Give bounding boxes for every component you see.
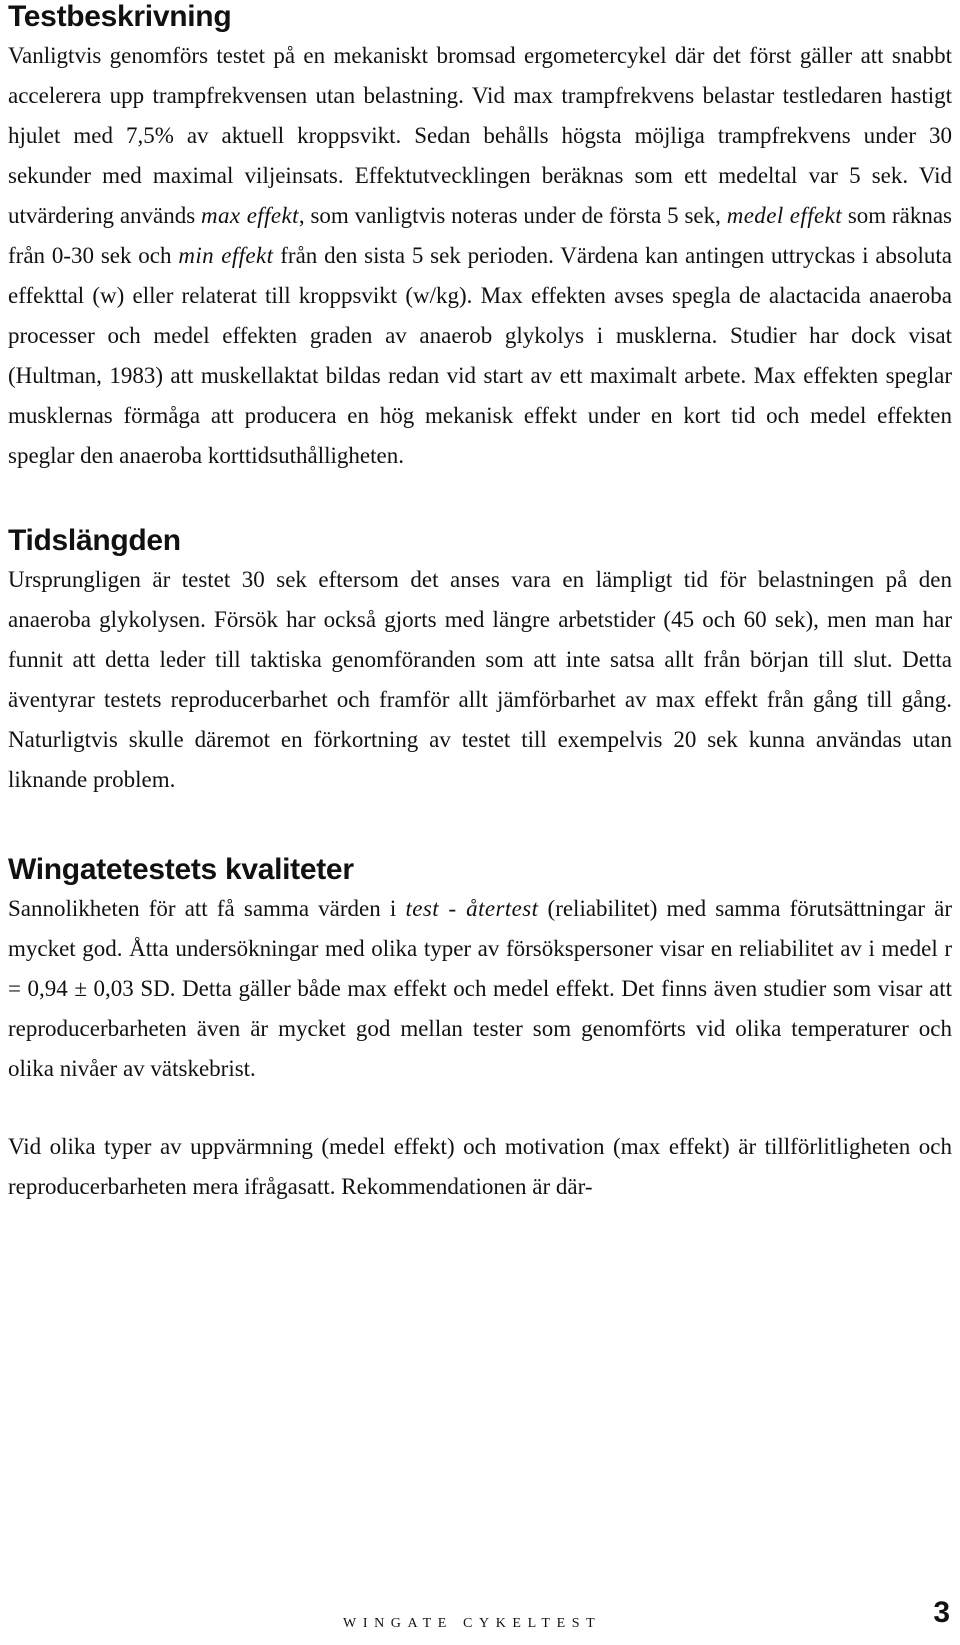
section-paragraph <box>8 560 952 800</box>
italic-term: medel effekt <box>726 203 843 228</box>
document-page <box>8 0 952 1207</box>
italic-term: test - återtest <box>405 896 539 921</box>
text-run: (reliabilitet) med samma förutsättningar är mycket god. Åtta undersökningar med olika typer av försökspersoner visar en reliabilitet av i medel r = 0,94 ± 0,03 SD. Detta gäller både max effekt och medel effekt. Det finns även studier som visar att reproducerbarheten även är mycket god mellan tester som genomförts vid olika temperaturer och olika nivåer av vätskebrist. <box>8 896 952 1081</box>
section-paragraph <box>8 36 952 476</box>
italic-term: max effekt <box>200 203 299 228</box>
text-run: Ursprungligen är testet 30 sek eftersom det anses vara en lämpligt tid för belastningen på den anaeroba glykolysen. Försök har också gjorts med längre arbetstider (45 och 60 sek), men man har funnit att detta leder till taktiska genomföranden som att inte satsa allt från början till slut. Detta äventyrar testets reproducerbarhet och framför allt jämförbarhet av max effekt från gång till gång. Naturligtvis skulle däremot en förkortning av testet till exempelvis 20 sek kunna användas utan liknande problem. <box>8 567 952 792</box>
running-title: WINGATE CYKELTEST <box>343 1616 602 1631</box>
text-run: , som vanligtvis noteras under de första 5 sek, <box>298 203 727 228</box>
text-run: Sannolikheten för att få samma värden i <box>8 896 406 921</box>
section-heading-tidslangden: Tidslängden <box>8 524 181 557</box>
page-footer <box>0 1592 960 1632</box>
italic-term: min effekt <box>178 243 274 268</box>
text-run: som räknas från 0-30 sek och <box>8 203 952 268</box>
section-heading-wingatetestets-kvaliteter: Wingatetestets kvaliteter <box>8 853 354 886</box>
section-heading-testbeskrivning: Testbeskrivning <box>8 0 232 33</box>
text-run: från den sista 5 sek perioden. Värdena kan antingen uttryckas i absoluta effekttal (w) eller relaterat till kroppsvikt (w/kg). Max effekten avses spegla de alactacida anaeroba processer och medel effekten graden av anaerob glykolys i musklerna. Studier har dock visat (Hultman, 1983) att muskellaktat bildas redan vid start av ett maximalt arbete. Max effekten speglar musklernas förmåga att producera en hög mekanisk effekt under en kort tid och medel effekten speglar den anaeroba korttidsuthålligheten. <box>8 243 953 468</box>
section-paragraph <box>8 1127 952 1207</box>
section-paragraph <box>8 889 952 1089</box>
text-run: Vanligtvis genomförs testet på en mekaniskt bromsad ergometercykel där det först gäller att snabbt accelerera upp trampfrekvensen utan belastning. Vid max trampfrekvens belastar testledaren hastigt hjulet med 7,5% av aktuell kroppsvikt. Sedan behålls högsta möjliga trampfrekvens under 30 sekunder med maximal viljeinsats. Effektutvecklingen beräknas som ett medeltal var 5 sek. Vid utvärdering används <box>8 43 952 228</box>
text-run: Vid olika typer av uppvärmning (medel effekt) och motivation (max effekt) är tillförlitligheten och reproducerbarheten mera ifrågasatt. Rekommendationen är där- <box>8 1134 952 1199</box>
page-number: 3 <box>933 1596 950 1629</box>
